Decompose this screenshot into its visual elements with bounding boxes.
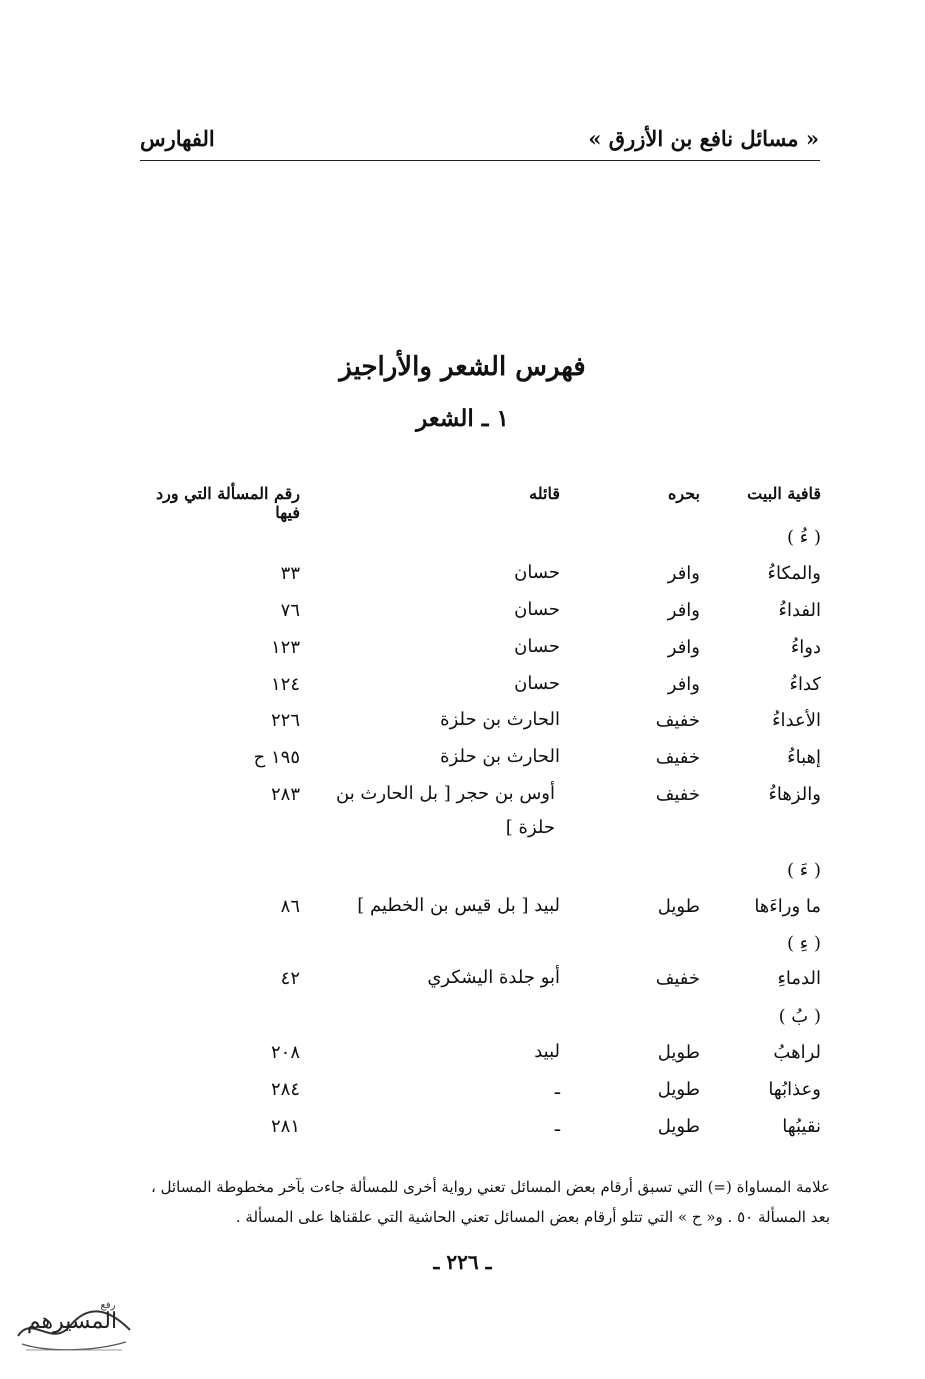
poet-cell: أوس بن حجر [ بل الحارث بن حلزة ] [336,783,555,838]
rhyme-cell: دواءُ [790,637,821,658]
meter-cell: وافر [667,563,700,584]
library-stamp-logo [12,1296,138,1354]
rhyme-letter-heading: ( بُ ) [778,1006,821,1027]
poet-cell: ـ [554,1115,560,1136]
number-cell: ٢٨١ [270,1116,300,1137]
number-cell: ٤٢ [280,968,300,989]
running-header-book-title: « مسائل نافع بن الأزرق » [588,126,819,151]
page-title: فهرس الشعر والأراجيز [339,352,586,382]
number-cell: ٧٦ [280,600,300,621]
rhyme-letter-heading: ( ءِ ) [787,933,821,954]
poet-cell: ـ [554,1078,560,1099]
meter-cell: وافر [667,637,700,658]
number-cell: ٢٨٣ [270,784,300,805]
rhyme-cell: الدماءِ [777,968,821,989]
rhyme-letter-heading: ( ءَ ) [787,860,821,881]
number-cell: ٣٣ [280,563,300,584]
meter-cell: طويل [657,1042,700,1063]
meter-cell: وافر [667,600,700,621]
rhyme-cell: ما وراءَها [754,896,821,917]
poet-cell: لبيد [534,1041,560,1062]
poet-cell: حسان [514,673,560,694]
column-header-poet: قائله [529,484,560,503]
poet-cell: أبو جلدة اليشكري [427,967,560,988]
poet-cell: الحارث بن حلزة [440,709,560,730]
number-cell: ١٩٥ ح [253,747,300,768]
rhyme-cell: وعذابُها [768,1079,821,1100]
poet-cell: حسان [514,562,560,583]
meter-cell: طويل [657,1079,700,1100]
poet-cell: حسان [514,599,560,620]
rhyme-letter-heading: ( ءُ ) [787,527,821,548]
number-cell: ٨٦ [280,896,300,917]
number-cell: ٢٨٤ [270,1079,300,1100]
rhyme-cell: نقيبُها [782,1116,821,1137]
number-cell: ٢٠٨ [270,1042,300,1063]
header-rule [140,160,820,161]
meter-cell: خفيف [655,784,700,805]
poet-cell: حسان [514,636,560,657]
meter-cell: خفيف [655,710,700,731]
rhyme-cell: إهباءُ [787,747,821,768]
meter-cell: طويل [657,896,700,917]
column-header-meter: بحره [668,484,700,503]
footnote-line: علامة المساواة (=) التي تسبق أرقام بعض المسائل تعني رواية أخرى للمسألة جاءت بآخر مخطوطة المسائل ، [151,1178,830,1196]
column-header-rhyme: قافية البيت [747,484,821,503]
svg-text:المسيرهم: المسيرهم [26,1309,118,1334]
rhyme-cell: والزهاءُ [768,784,821,805]
svg-text:رفع: رفع [100,1300,116,1311]
running-header-section: الفهارس [140,126,215,151]
footnote-line: بعد المسألة ٥٠ . و« ح » التي تتلو أرقام بعض المسائل تعني الحاشية التي علقناها على المسألة . [235,1208,830,1226]
number-cell: ١٢٤ [270,674,300,695]
poet-cell: لبيد [ بل قيس بن الخطيم ] [357,895,560,916]
meter-cell: خفيف [655,968,700,989]
rhyme-cell: لراهبُ [773,1042,821,1063]
meter-cell: خفيف [655,747,700,768]
number-cell: ١٢٣ [270,637,300,658]
number-cell: ٢٢٦ [270,710,300,731]
rhyme-cell: كداءُ [789,674,821,695]
poet-cell: الحارث بن حلزة [440,746,560,767]
rhyme-cell: الفداءُ [778,600,821,621]
rhyme-cell: الأعداءُ [772,710,821,731]
column-header-number: رقم المسألة التي ورد فيها [156,484,300,522]
meter-cell: وافر [667,674,700,695]
meter-cell: طويل [657,1116,700,1137]
section-subtitle: ١ ـ الشعر [416,405,509,432]
rhyme-cell: والمكاءُ [767,563,821,584]
page-number: ـ ٢٢٦ ـ [433,1250,492,1274]
